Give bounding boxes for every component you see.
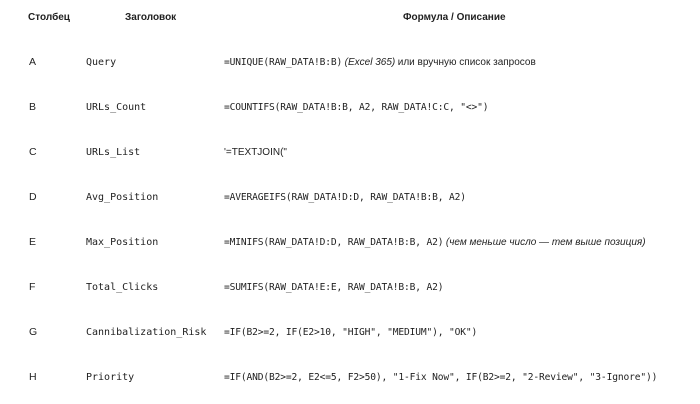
- table-row: [0, 101, 700, 121]
- formula-cell: [224, 372, 657, 383]
- formula-code: =IF(AND(B2>=2, E2<=5, F2>50), "1-Fix Now", IF(B2>=2, "2-Review", "3-Ignore")): [224, 372, 658, 383]
- column-letter: F: [29, 281, 36, 293]
- column-letter: C: [29, 146, 37, 158]
- formula-cell: [224, 57, 536, 68]
- table-row: [0, 56, 700, 76]
- header-title: Заголовок: [125, 12, 177, 23]
- column-title: Max_Position: [86, 237, 159, 248]
- column-letter: B: [29, 101, 37, 113]
- column-title: URLs_Count: [86, 102, 147, 113]
- formula-cell: [224, 327, 477, 338]
- header-formula: Формула / Описание: [403, 12, 506, 23]
- header-column: Столбец: [28, 12, 70, 23]
- table-row: [0, 371, 700, 391]
- formula-code: =UNIQUE(RAW_DATA!B:B): [224, 57, 343, 68]
- formula-code: =AVERAGEIFS(RAW_DATA!D:D, RAW_DATA!B:B, A2): [224, 192, 466, 203]
- table-row: [0, 281, 700, 301]
- formula-note: (Excel 365): [344, 57, 396, 68]
- table-row: [0, 191, 700, 211]
- column-title: Cannibalization_Risk: [86, 327, 207, 338]
- formula-cell: [224, 102, 488, 113]
- formula-code: =IF(B2>=2, IF(E2>10, "HIGH", "MEDIUM"), "OK"): [224, 327, 478, 338]
- column-title: Avg_Position: [86, 192, 159, 203]
- formula-tail: '=TEXTJOIN(": [224, 147, 287, 158]
- column-title: Total_Clicks: [86, 282, 159, 293]
- formula-cell: [224, 192, 466, 203]
- column-letter: E: [29, 236, 37, 248]
- table-row: [0, 236, 700, 256]
- formula-cell: [224, 237, 646, 248]
- formula-code: =COUNTIFS(RAW_DATA!B:B, A2, RAW_DATA!C:C, "<>"): [224, 102, 489, 113]
- column-letter: H: [29, 371, 37, 383]
- formula-tail: или вручную список запросов: [397, 57, 536, 68]
- column-title: URLs_List: [86, 147, 141, 158]
- column-title: Priority: [86, 372, 135, 383]
- column-letter: G: [29, 326, 38, 338]
- column-title: Query: [86, 57, 117, 68]
- column-letter: A: [29, 56, 37, 68]
- formula-note: (чем меньше число — тем выше позиция): [445, 237, 646, 248]
- formula-cell: [224, 282, 443, 293]
- formula-cell: [224, 147, 287, 158]
- formula-code: =MINIFS(RAW_DATA!D:D, RAW_DATA!B:B, A2): [224, 237, 444, 248]
- column-letter: D: [29, 191, 37, 203]
- table-row: [0, 146, 700, 166]
- table-row: [0, 326, 700, 346]
- formula-code: =SUMIFS(RAW_DATA!E:E, RAW_DATA!B:B, A2): [224, 282, 444, 293]
